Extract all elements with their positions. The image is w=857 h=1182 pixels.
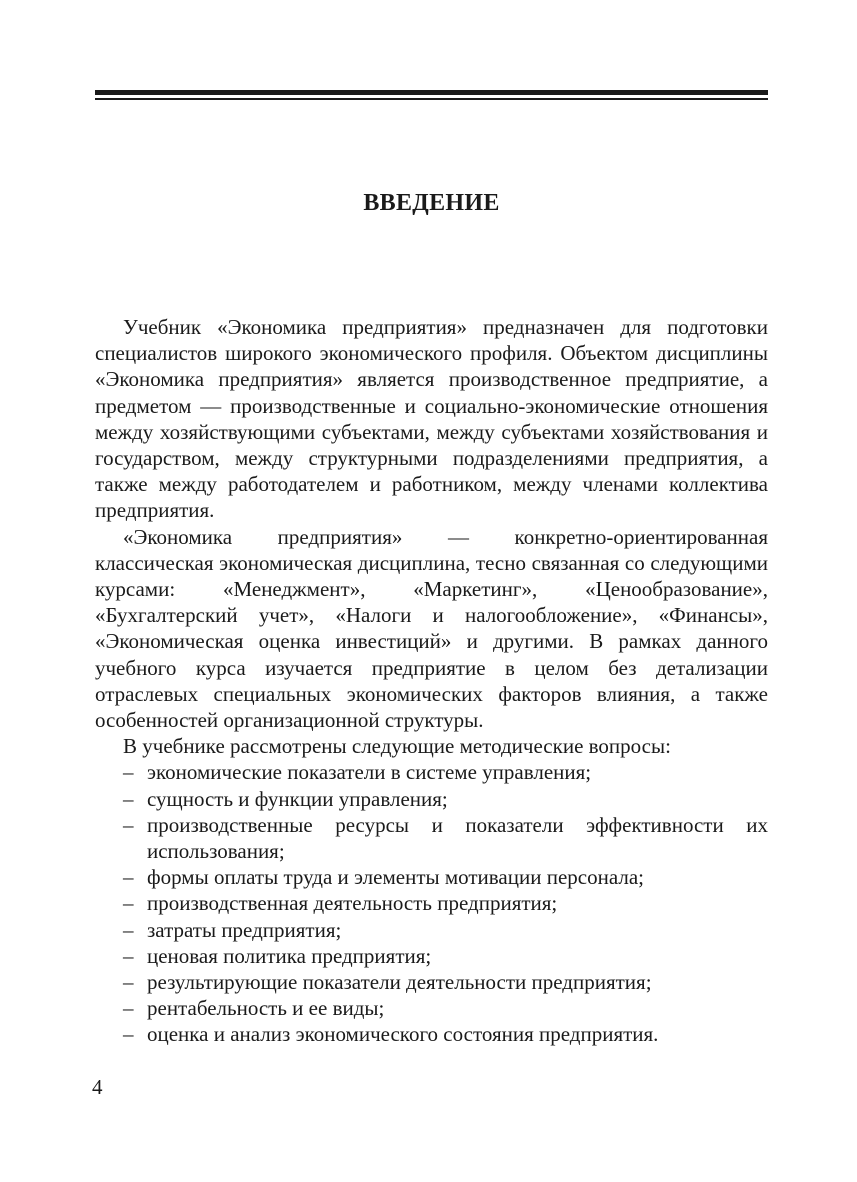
list-item — [95, 812, 768, 864]
list-dash: – — [123, 917, 134, 942]
list-item-text: рентабельность и ее виды; — [147, 996, 385, 1021]
list-item — [95, 995, 768, 1021]
header-rule-thin — [95, 98, 768, 100]
list-item — [95, 759, 768, 785]
list-dash: – — [123, 996, 134, 1021]
list-dash: – — [123, 812, 134, 837]
list-item-text: формы оплаты труда и элементы мотивации персонала; — [147, 865, 644, 890]
list-dash: – — [123, 891, 134, 916]
list-item-text: оценка и анализ экономического состояния предприятия. — [147, 1022, 659, 1047]
list-item — [95, 943, 768, 969]
list-item-text: производственные ресурсы и показатели эффективности их использования; — [147, 812, 768, 864]
topics-list — [95, 759, 768, 1047]
list-dash: – — [123, 970, 134, 995]
paragraph-intro: Учебник «Экономика предприятия» предназначен для подготовки специалистов широкого экономического профиля. Объектом дисциплины «Экономика предприятия» является производственное предприятие, а предметом — производственные и социально-экономические отношения между хозяйствующими субъектами, между субъектами хозяйствования и государством, между структурными подразделениями предприятия, а также между работодателем и работником, между членами коллектива предприятия. — [95, 315, 768, 523]
list-dash: – — [123, 865, 134, 890]
list-item — [95, 786, 768, 812]
page-body — [95, 314, 768, 1048]
header-rule-thick — [95, 90, 768, 95]
list-dash: – — [123, 760, 134, 785]
list-item-text: результирующие показатели деятельности предприятия; — [147, 970, 652, 995]
list-item — [95, 969, 768, 995]
page-title: ВВЕДЕНИЕ — [363, 190, 500, 216]
paragraph-discipline: «Экономика предприятия» — конкретно-ориентированная классическая экономическая дисциплина, тесно связанная со следующими курсами: «Менеджмент», «Маркетинг», «Ценообразование», «Бухгалтерский учет», «Налоги и налогообложение», «Финансы», «Экономическая оценка инвестиций» и другими. В рамках данного учебного курса изучается предприятие в целом без детализации отраслевых специальных экономических факторов влияния, а также особенностей организационной структуры. — [95, 524, 768, 733]
list-item-text: экономические показатели в системе управления; — [147, 760, 592, 785]
list-item — [95, 1021, 768, 1047]
list-dash: – — [123, 1022, 134, 1047]
list-item — [95, 917, 768, 943]
list-item-text: ценовая политика предприятия; — [147, 943, 432, 968]
list-item-text: производственная деятельность предприятия; — [147, 891, 558, 916]
list-item-text: затраты предприятия; — [147, 917, 342, 942]
paragraph-list-lead: В учебнике рассмотрены следующие методические вопросы: — [123, 734, 671, 759]
list-item — [95, 890, 768, 916]
page-number: 4 — [92, 1075, 103, 1099]
list-item — [95, 864, 768, 890]
list-dash: – — [123, 943, 134, 968]
list-dash: – — [123, 786, 134, 811]
list-item-text: сущность и функции управления; — [147, 786, 448, 811]
